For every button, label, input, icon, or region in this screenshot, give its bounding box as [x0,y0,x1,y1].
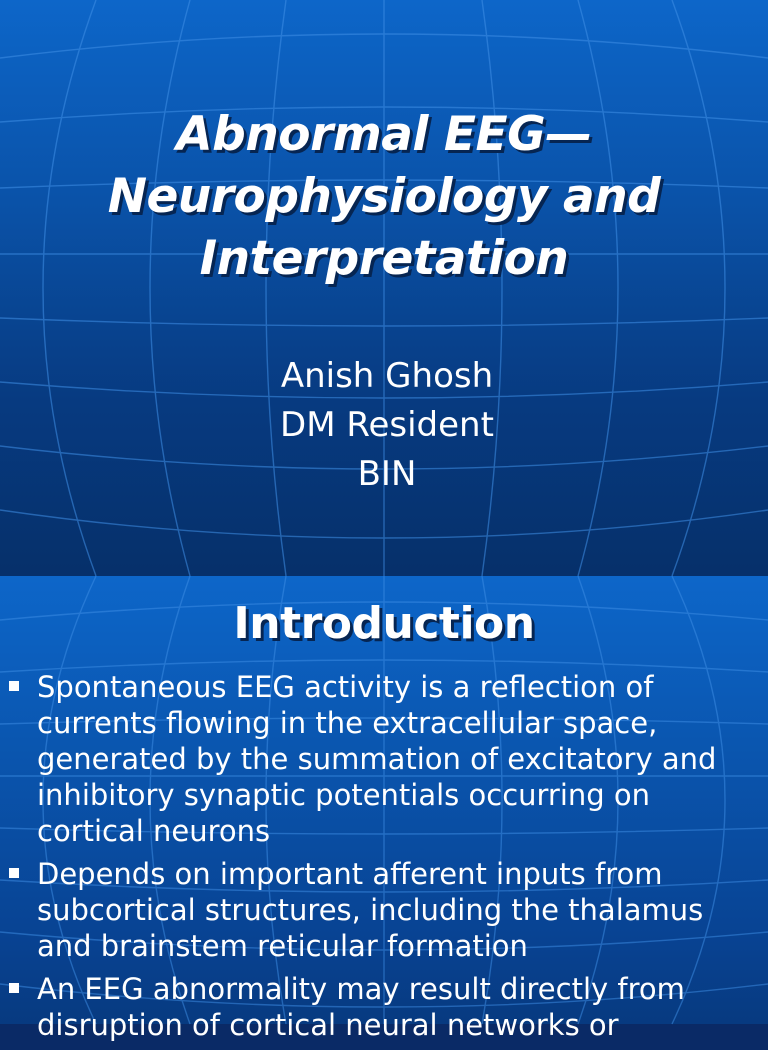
title-line: Neurophysiology and [107,169,661,224]
bullet-list [0,669,768,1050]
author-institution: BIN [357,454,417,494]
bullet-text: Depends on important afferent inputs from subcortical structures, including the thalamus and brainstem reticular formation [37,857,704,963]
list-item [0,669,768,849]
square-bullet-icon [9,868,19,878]
title-line: Abnormal EEG— [176,107,592,162]
slide-title [0,104,768,290]
author-role: DM Resident [280,405,494,445]
introduction-slide [0,576,768,1042]
author-name: Anish Ghosh [280,356,494,396]
square-bullet-icon [9,681,19,691]
bullet-text: Spontaneous EEG activity is a reflection of currents flowing in the extracellular space, generated by the summation of excitatory and inhibitory synaptic potentials occurring on cortical neurons [37,670,717,848]
square-bullet-icon [9,983,19,993]
list-item [0,971,768,1043]
bullet-text: An EEG abnormality may result directly from disruption of cortical neural networks or [37,972,685,1042]
title-line: Interpretation [199,231,569,286]
list-item [0,856,768,964]
author-info [0,352,768,499]
slide-heading: Introduction [233,598,535,649]
